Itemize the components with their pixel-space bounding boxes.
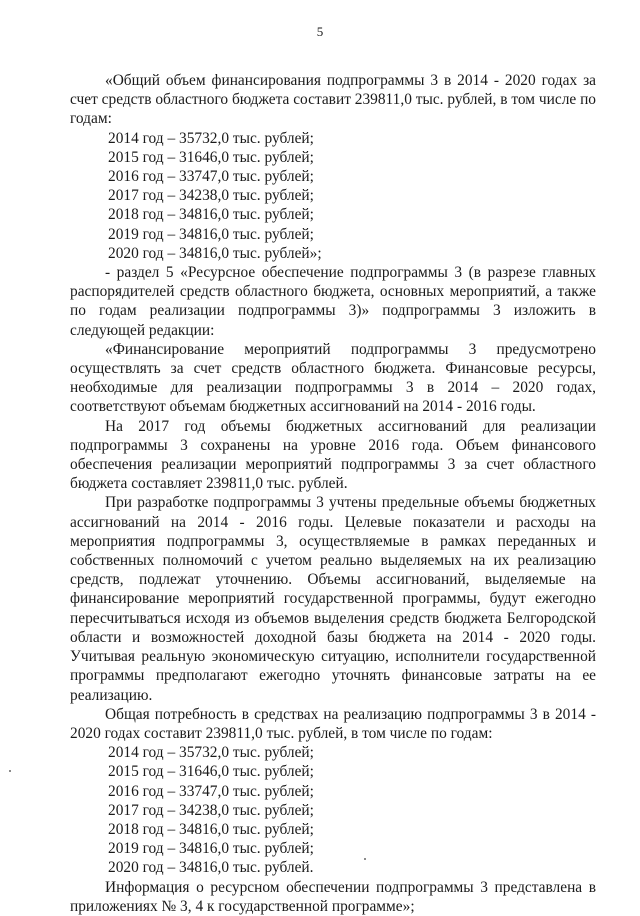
list-item: 2018 год – 34816,0 тыс. рублей; xyxy=(108,820,314,838)
list-item: 2020 год – 34816,0 тыс. рублей»; xyxy=(108,244,322,262)
years-list-1 xyxy=(70,129,596,263)
scan-speck xyxy=(9,770,11,772)
list-item: 2019 год – 34816,0 тыс. рублей; xyxy=(108,225,314,243)
list-item: 2017 год – 34238,0 тыс. рублей; xyxy=(108,801,314,819)
paragraph-2017: На 2017 год объемы бюджетных ассигнований для реализации подпрограммы 3 сохранены на уровне 2016 года. Объем финансового обеспечения реализации мероприятий подпрограммы 3 за счет областного бюджета составляет 239811,0 тыс. рублей. xyxy=(70,417,596,493)
paragraph-development: При разработке подпрограммы 3 учтены предельные объемы бюджетных ассигнований на 2014 - 2016 годы. Целевые показатели и расходы на мероприятия подпрограммы 3, осуществляемые в рамках переданных и собственных полномочий с учетом реально выделяемых на их реализацию средств, подлежат уточнению. Объемы ассигнований, выделяемые на финансирование мероприятий государственной программы, будут ежегодно пересчитываться исходя из объемов выделения средств бюджета Белгородской области и возможностей доходной базы бюджета на 2014 - 2020 годы. Учитывая реальную экономическую ситуацию, исполнители государственной программы предполагают ежегодно уточнять финансовые затраты на ее реализацию. xyxy=(70,494,596,704)
paragraph-total-funding: «Общий объем финансирования подпрограммы 3 в 2014 - 2020 годах за счет средств областного бюджета составит 239811,0 тыс. рублей, в том числе по годам: xyxy=(70,72,596,128)
page-number: 5 xyxy=(316,24,324,39)
list-item: 2014 год – 35732,0 тыс. рублей; xyxy=(108,129,314,147)
list-item: 2015 год – 31646,0 тыс. рублей; xyxy=(108,148,314,166)
scan-speck xyxy=(364,858,366,860)
years-list-2 xyxy=(70,743,596,877)
list-item: 2017 год – 34238,0 тыс. рублей; xyxy=(108,187,314,205)
paragraph-section-5: - раздел 5 «Ресурсное обеспечение подпрограммы 3 (в разрезе главных распорядителей средств областного бюджета, основных мероприятий, а также по годам реализации подпрограммы 3)» подпрограммы 3 изложить в следующей редакции: xyxy=(70,264,596,339)
paragraph-financing: «Финансирование мероприятий подпрограммы 3 предусмотрено осуществлять за счет средств областного бюджета. Финансовые ресурсы, необходимые для реализации подпрограммы 3 в 2014 – 2020 годах, соответствуют объемам бюджетных ассигнований на 2014 - 2016 годы. xyxy=(70,340,596,416)
list-item: 2016 год – 33747,0 тыс. рублей; xyxy=(108,168,314,186)
list-item: 2018 год – 34816,0 тыс. рублей; xyxy=(108,206,314,224)
list-item: 2019 год – 34816,0 тыс. рублей; xyxy=(108,840,314,858)
list-item: 2014 год – 35732,0 тыс. рублей; xyxy=(108,744,314,762)
paragraph-total-need: Общая потребность в средствах на реализацию подпрограммы 3 в 2014 - 2020 годах составит 239811,0 тыс. рублей, в том числе по годам: xyxy=(70,705,596,742)
list-item: 2016 год – 33747,0 тыс. рублей; xyxy=(108,782,314,800)
paragraph-resource-info: Информация о ресурсном обеспечении подпрограммы 3 представлена в приложениях № 3, 4 к государственной программе»; xyxy=(70,878,596,915)
list-item: 2020 год – 34816,0 тыс. рублей. xyxy=(108,859,314,877)
document-body xyxy=(70,71,596,916)
list-item: 2015 год – 31646,0 тыс. рублей; xyxy=(108,763,314,781)
